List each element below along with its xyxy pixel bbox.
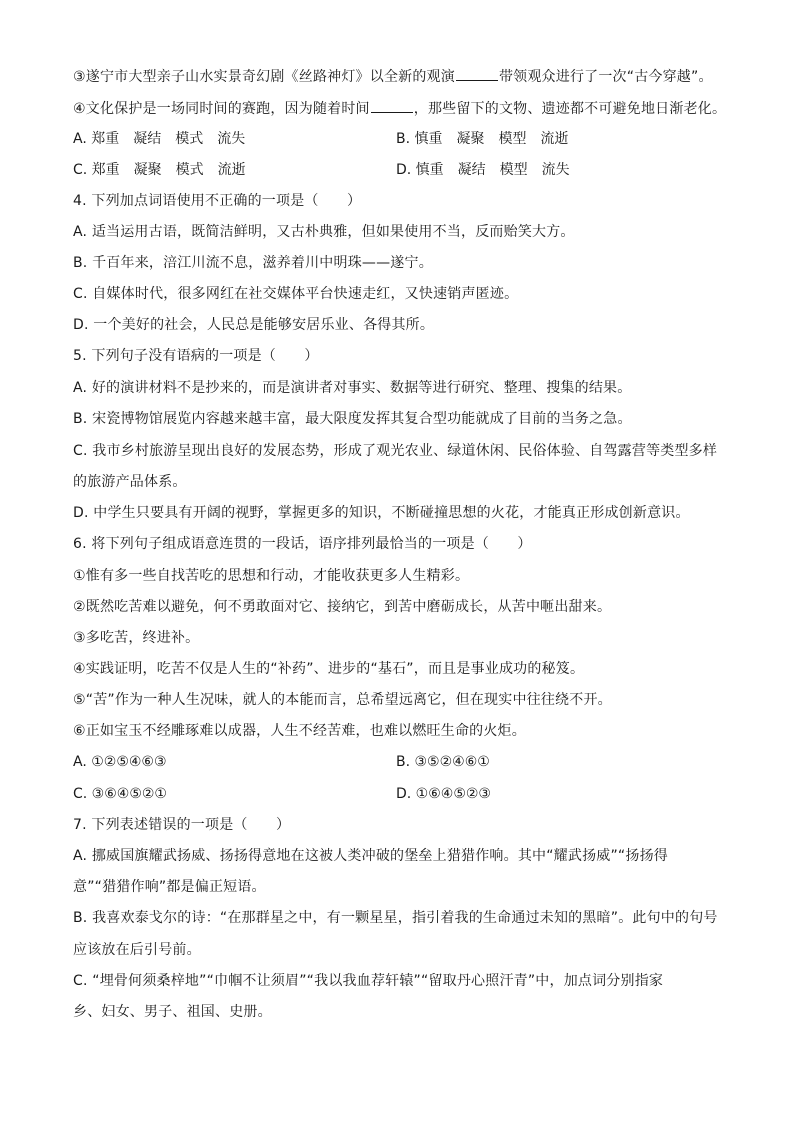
q6-option-d: D. ①⑥④⑤②③: [396, 786, 491, 802]
q4-option-a: A. 适当运用古语，既简洁鲜明，又古朴典雅，但如果使用不当，反而贻笑大方。: [73, 224, 575, 240]
q7-option-b-line1: B. 我喜欢泰戈尔的诗：“在那群星之中，有一颗星星，指引着我的生命通过未知的黑暗”。此句中的句号: [73, 910, 718, 926]
q3-item-4-pre: ④文化保护是一场同时间的赛跑，因为随着时间: [73, 101, 370, 117]
q5-option-b: B. 宋瓷博物馆展览内容越来越丰富，最大限度发挥其复合型功能就成了目前的当务之急。: [73, 411, 632, 427]
q7-option-b-line2: 应该放在后引号前。: [73, 942, 201, 958]
q6-option-b: B. ③⑤②④⑥①: [396, 754, 490, 770]
q7-stem: 7. 下列表述错误的一项是（ ）: [73, 817, 291, 833]
q7-option-c-line1: C. “埋骨何须桑梓地”“巾帼不让须眉”“我以我血荐轩辕”“留取丹心照汗青”中，加点词分别指家: [73, 973, 664, 989]
q6-option-c: C. ③⑥④⑤②①: [73, 786, 167, 802]
q6-sentence-5: ⑤“苦”作为一种人生况味，就人的本能而言，总希望远离它，但在现实中往往绕不开。: [73, 692, 612, 708]
q5-option-c-line2: 的旅游产品体系。: [73, 474, 187, 490]
q6-sentence-2: ②既然吃苦难以避免，何不勇敢面对它、接纳它，到苦中磨砺成长，从苦中咂出甜来。: [73, 599, 612, 615]
q6-sentence-1: ①惟有多一些自找苦吃的思想和行动，才能收获更多人生精彩。: [73, 568, 470, 584]
q3-option-b: B. 慎重 凝聚 模型 流逝: [396, 131, 569, 147]
q6-sentence-3: ③多吃苦，终进补。: [73, 630, 200, 646]
q3-item-4-post: ，那些留下的文物、遗迹都不可避免地日渐老化。: [413, 101, 727, 117]
q3-option-a: A. 郑重 凝结 模式 流失: [73, 131, 246, 147]
fill-blank: [456, 66, 498, 81]
q6-option-a: A. ①②⑤④⑥③: [73, 754, 167, 770]
q7-option-c-line2: 乡、妇女、男子、祖国、史册。: [73, 1004, 272, 1020]
q5-option-d: D. 中学生只要具有开阔的视野，掌握更多的知识，不断碰撞思想的火花，才能真正形成创新意识。: [73, 505, 690, 521]
q5-stem: 5. 下列句子没有语病的一项是（ ）: [73, 348, 319, 364]
q6-sentence-4: ④实践证明，吃苦不仅是人生的“补药”、进步的“基石”，而且是事业成功的秘笈。: [73, 661, 585, 677]
q4-stem: 4. 下列加点词语使用不正确的一项是（ ）: [73, 193, 362, 209]
q4-option-d: D. 一个美好的社会，人民总是能够安居乐业、各得其所。: [73, 317, 435, 333]
q7-option-a-line2: 意”“猎猎作响”都是偏正短语。: [73, 879, 266, 895]
q5-option-a: A. 好的演讲材料不是抄来的，而是演讲者对事实、数据等进行研究、整理、搜集的结果。: [73, 380, 632, 396]
q3-option-d: D. 慎重 凝结 模型 流失: [396, 162, 570, 178]
q6-sentence-6: ⑥正如宝玉不经雕琢难以成器，人生不经苦难，也难以燃旺生命的火炬。: [73, 723, 526, 739]
q3-item-3: [73, 66, 723, 87]
q5-option-c-line1: C. 我市乡村旅游呈现出良好的发展态势，形成了观光农业、绿道休闲、民俗体验、自驾露营等类型多样: [73, 443, 718, 459]
q3-item-3-post: 带领观众进行了一次“古今穿越”。: [498, 69, 713, 85]
q4-option-b: B. 千百年来，涪江川流不息，滋养着川中明珠——遂宁。: [73, 255, 433, 271]
q4-option-c: C. 自媒体时代，很多网红在社交媒体平台快速走红，又快速销声匿迹。: [73, 286, 519, 302]
q3-item-3-pre: ③遂宁市大型亲子山水实景奇幻剧《丝路神灯》以全新的观演: [73, 69, 455, 85]
fill-blank: [371, 98, 413, 113]
q7-option-a-line1: A. 挪威国旗耀武扬威、扬扬得意地在这被人类冲破的堡垒上猎猎作响。其中“耀武扬威”“扬扬得: [73, 848, 668, 864]
q6-stem: 6. 将下列句子组成语意连贯的一段话，语序排列最恰当的一项是（ ）: [73, 536, 532, 552]
q3-item-4: [73, 98, 727, 119]
q3-option-c: C. 郑重 凝聚 模式 流逝: [73, 162, 246, 178]
